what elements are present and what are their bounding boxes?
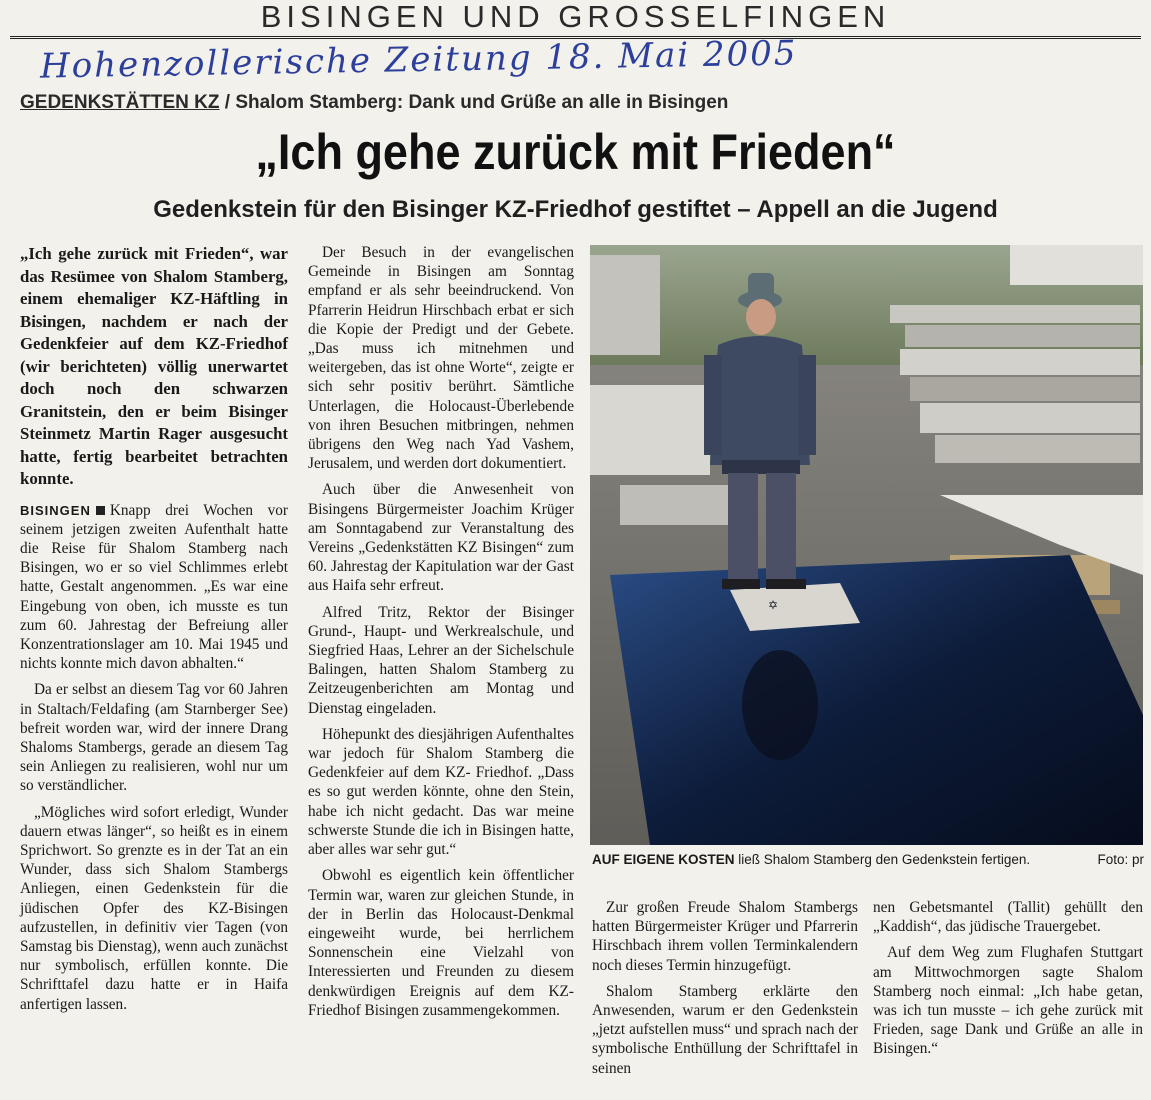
article-column-2 bbox=[308, 243, 574, 1093]
lead-paragraph: „Ich gehe zurück mit Frieden“, war das Resümee von Shalom Stamberg, einem ehemaliger KZ-Häftling in Bisingen, nachdem er nach der Gedenkfeier auf dem KZ-Friedhof (wir berichteten) völlig unerwartet doch noch den schwarzen Granitstein, den er beim Bisinger Steinmetz Martin Rager ausgesucht hatte, fertig bearbeitet betrachten konnte. bbox=[20, 244, 288, 488]
caption-text: ließ Shalom Stamberg den Gedenkstein fertigen. bbox=[734, 852, 1031, 867]
body-paragraph: „Mögliches wird sofort erledigt, Wunder dauern etwas länger“, so heißt es in einem Sprichwort. So grenzte es in der Tat an ein Wunder, dass sich Shalom Stambergs Anliegen, einen Gedenkstein für die jüdischen Opfer des KZ-Bisingen aufzustellen, in definitiv vier Tagen (von Samstag bis Dienstag), wenn auch zunächst nur symbolisch, erfüllen konnte. Die Schrifttafel dazu hatte er in Haifa anfertigen lassen. bbox=[20, 803, 288, 1013]
dateline-square-icon bbox=[96, 506, 105, 515]
kicker-topic: GEDENKSTÄTTEN KZ bbox=[20, 92, 220, 113]
kicker-line bbox=[20, 92, 728, 114]
svg-text:✡: ✡ bbox=[768, 598, 779, 612]
section-header: BISINGEN UND GROSSELFINGEN bbox=[10, 0, 1141, 39]
body-paragraph bbox=[20, 501, 288, 674]
article-column-3 bbox=[592, 898, 858, 1098]
photo-illustration bbox=[590, 245, 1143, 845]
paragraph-text: Knapp drei Wochen vor seinem jetzigen zweiten Aufenthalt hatte die Reise für Shalom Stamberg nach Bisingen, wo er so viel Schlimmes erlebt hatte, Gestalt angenommen. „Es war eine Eingebung von oben, ich musste es tun zum 60. Jahrestag der Befreiung aller Konzentrationslager am 10. Mai 1945 und nichts konnte mich davon abhalten.“ bbox=[20, 501, 288, 673]
body-paragraph: Zur großen Freude Shalom Stambergs hatten Bürgermeister Krüger und Pfarrerin Hirschbach ihrem vollen Terminkalendern noch dieses Termin hinzugefügt. bbox=[592, 899, 858, 974]
photo-credit: Foto: pr bbox=[1097, 852, 1144, 867]
handwritten-source-note: Hohenzollerische Zeitung 18. Mai 2005 bbox=[39, 33, 798, 87]
body-paragraph: Da er selbst an diesem Tag vor 60 Jahren in Staltach/Feldafing (am Starnberger See) befreit worden war, wird der innere Drang Shaloms Stambergs, gerade an diesem Tag sein Anliegen zu realisieren, wohl nur um so verständlicher. bbox=[20, 681, 288, 795]
body-paragraph: Höhepunkt des diesjährigen Aufenthaltes war jedoch für Shalom Stamberg die Gedenkfeier auf dem KZ- Friedhof. „Dass es so gut werden könnte, ohne den Stein, habe ich nicht gedacht. Das war meine schwerste Stunde die ich in Bisingen hatte, aber alles war sehr gut.“ bbox=[308, 725, 574, 859]
caption-text-wrap bbox=[592, 852, 1030, 867]
article-column-1 bbox=[20, 243, 288, 1093]
body-paragraph: Der Besuch in der evangelischen Gemeinde in Bisingen am Sonntag empfand er als sehr beeindruckend. Von Pfarrerin Heidrun Hirschbach erbat er sich die Kopie der Predigt und der Gebete. „Das muss ich mitnehmen und weitergeben, das ist ohne Worte“, zeigte er sich sehr positiv berührt. Sämtliche Unterlagen, die Holocaust-Überlebende von ihren Besuchen mitbringen, nehmen übrigens den Weg nach Yad Vashem, Jerusalem, und werden dort dokumentiert. bbox=[308, 244, 574, 473]
article-photo bbox=[590, 245, 1143, 845]
headline: „Ich gehe zurück mit Frieden“ bbox=[255, 124, 896, 180]
body-paragraph: Shalom Stamberg erklärte den Anwesenden, warum er den Gedenkstein „jetzt aufstellen muss“ und sprach nach der symbolische Enthüllung der Schrifttafel in seinen bbox=[592, 982, 858, 1077]
kicker-separator: / bbox=[219, 92, 236, 113]
body-paragraph: Alfred Tritz, Rektor der Bisinger Grund-, Haupt- und Werkrealschule, und Siegfried Haas, Lehrer an der Sichelschule Balingen, hatten Shalom Stamberg zu Zeitzeugenberichten am Montag und Dienstag eingeladen. bbox=[308, 603, 574, 717]
body-paragraph: Obwohl es eigentlich kein öffentlicher Termin war, waren zur gleichen Stunde, in der in Berlin das Holocaust-Denkmal eingeweiht wurde, bei herrlichem Sonnenschein eine Vielzahl von Interessierten und Freunden zu diesem denkwürdigen Ereignis auf dem KZ-Friedhof Bisingen zusammengekommen. bbox=[308, 867, 574, 1019]
caption-caps: AUF EIGENE KOSTEN bbox=[592, 852, 735, 867]
dateline: BISINGEN bbox=[20, 502, 91, 518]
body-paragraph: Auf dem Weg zum Flughafen Stuttgart am Mittwochmorgen sagte Shalom Stamberg noch einmal: „Ich habe getan, was ich tun musste – ich gehe zurück mit Frieden, sage Dank und Grüße an alle in Bisingen.“ bbox=[873, 944, 1143, 1058]
subheadline: Gedenkstein für den Bisinger KZ-Friedhof gestiftet – Appell an die Jugend bbox=[153, 196, 998, 223]
article-column-4 bbox=[873, 898, 1143, 1098]
photo-caption bbox=[592, 852, 1144, 867]
kicker-text: Shalom Stamberg: Dank und Grüße an alle in Bisingen bbox=[235, 92, 729, 113]
body-paragraph: Auch über die Anwesenheit von Bisingens Bürgermeister Joachim Krüger am Sonntagabend zur Veranstaltung des Vereins „Gedenkstätten KZ Bisingen“ zum 60. Jahrestag der Kapitulation war der Gast aus Haifa sehr erfreut. bbox=[308, 481, 574, 595]
body-paragraph: nen Gebetsmantel (Tallit) gehüllt den „Kaddish“, das jüdische Trauergebet. bbox=[873, 899, 1143, 936]
